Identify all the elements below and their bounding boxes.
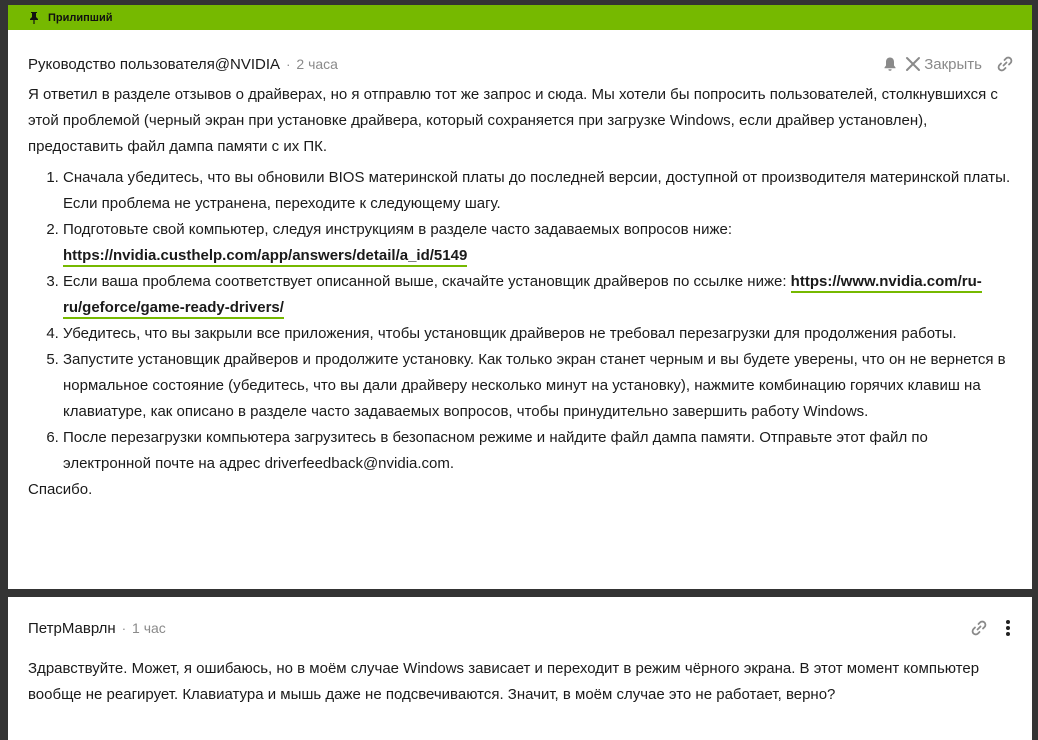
close-button[interactable] bbox=[904, 55, 996, 73]
post-time[interactable]: 1 час bbox=[132, 620, 166, 636]
step-text: Подготовьте свой компьютер, следуя инструкциям в разделе часто задаваемых вопросов ниже: bbox=[63, 221, 732, 238]
list-item bbox=[63, 321, 1012, 347]
step-text: Убедитесь, что вы закрыли все приложения, чтобы установщик драйверов не требовал перезагрузки для продолжения работы. bbox=[63, 325, 957, 342]
post-header bbox=[8, 53, 1032, 75]
bell-icon[interactable] bbox=[882, 56, 898, 72]
list-item bbox=[63, 217, 1012, 269]
post-time[interactable]: 2 часа bbox=[296, 56, 338, 72]
step-text: Запустите установщик драйверов и продолжите установку. Как только экран станет черным и вы будете уверены, что он не вернется в нормальное состояние (убедитесь, что вы дали драйверу несколько минут на установку), нажмите комбинацию горячих клавиш на клавиатуре, как описано в разделе часто задаваемых вопросов, чтобы принудительно завершить работу Windows. bbox=[63, 351, 1006, 420]
post-body bbox=[8, 82, 1032, 503]
more-vertical-icon[interactable] bbox=[1002, 619, 1014, 637]
post-actions bbox=[882, 53, 1014, 75]
reply-post-card bbox=[8, 597, 1032, 740]
post-actions bbox=[970, 617, 1014, 639]
post-signoff: Спасибо. bbox=[28, 481, 93, 498]
list-item bbox=[63, 165, 1012, 217]
pinned-banner bbox=[8, 5, 1032, 30]
pinned-label: Прилипший bbox=[48, 11, 113, 24]
pin-icon bbox=[28, 11, 42, 24]
close-label: Закрыть bbox=[924, 55, 982, 73]
post-author[interactable]: ПетрМаврлн bbox=[28, 619, 116, 637]
faq-link[interactable]: https://nvidia.custhelp.com/app/answers/detail/a_id/5149 bbox=[63, 247, 467, 267]
step-text: После перезагрузки компьютера загрузитесь в безопасном режиме и найдите файл дампа памяти. Отправьте этот файл по электронной почте на адрес driverfeedback@nvidia.com. bbox=[63, 429, 928, 472]
post-intro: Я ответил в разделе отзывов о драйверах, но я отправлю тот же запрос и сюда. Мы хотели бы попросить пользователей, столкнувшихся с этой проблемой (черный экран при установке драйвера, который сохраняется при загрузке Windows, если драйвер установлен), предоставить файл дампа памяти с их ПК. bbox=[28, 86, 998, 155]
meta-separator: · bbox=[121, 620, 127, 636]
post-body bbox=[8, 656, 1032, 708]
drivers-link[interactable]: https://www.nvidia.com/ru-ru/geforce/game-ready-drivers/ bbox=[63, 273, 982, 319]
list-item bbox=[63, 269, 1012, 321]
pinned-post-card bbox=[8, 5, 1032, 589]
close-icon bbox=[904, 55, 922, 73]
reply-text: Здравствуйте. Может, я ошибаюсь, но в моём случае Windows зависает и переходит в режим чёрного экрана. В этот момент компьютер вообще не реагирует. Клавиатура и мышь даже не подсвечиваются. Значит, в моём случае это не работает, верно? bbox=[28, 660, 980, 703]
list-item bbox=[63, 347, 1012, 425]
step-text: Если ваша проблема соответствует описанной выше, скачайте установщик драйверов по ссылке ниже: bbox=[63, 273, 791, 290]
meta-separator: · bbox=[286, 56, 291, 72]
step-text: Сначала убедитесь, что вы обновили BIOS материнской платы до последней версии, доступной от производителя материнской платы. Если проблема не устранена, переходите к следующему шагу. bbox=[63, 169, 1011, 212]
link-icon[interactable] bbox=[970, 619, 988, 637]
post-header bbox=[8, 617, 1032, 639]
link-icon[interactable] bbox=[996, 55, 1014, 73]
list-item bbox=[63, 425, 1012, 477]
post-author[interactable]: Руководство пользователя@NVIDIA bbox=[28, 55, 281, 73]
steps-list bbox=[28, 165, 1012, 477]
